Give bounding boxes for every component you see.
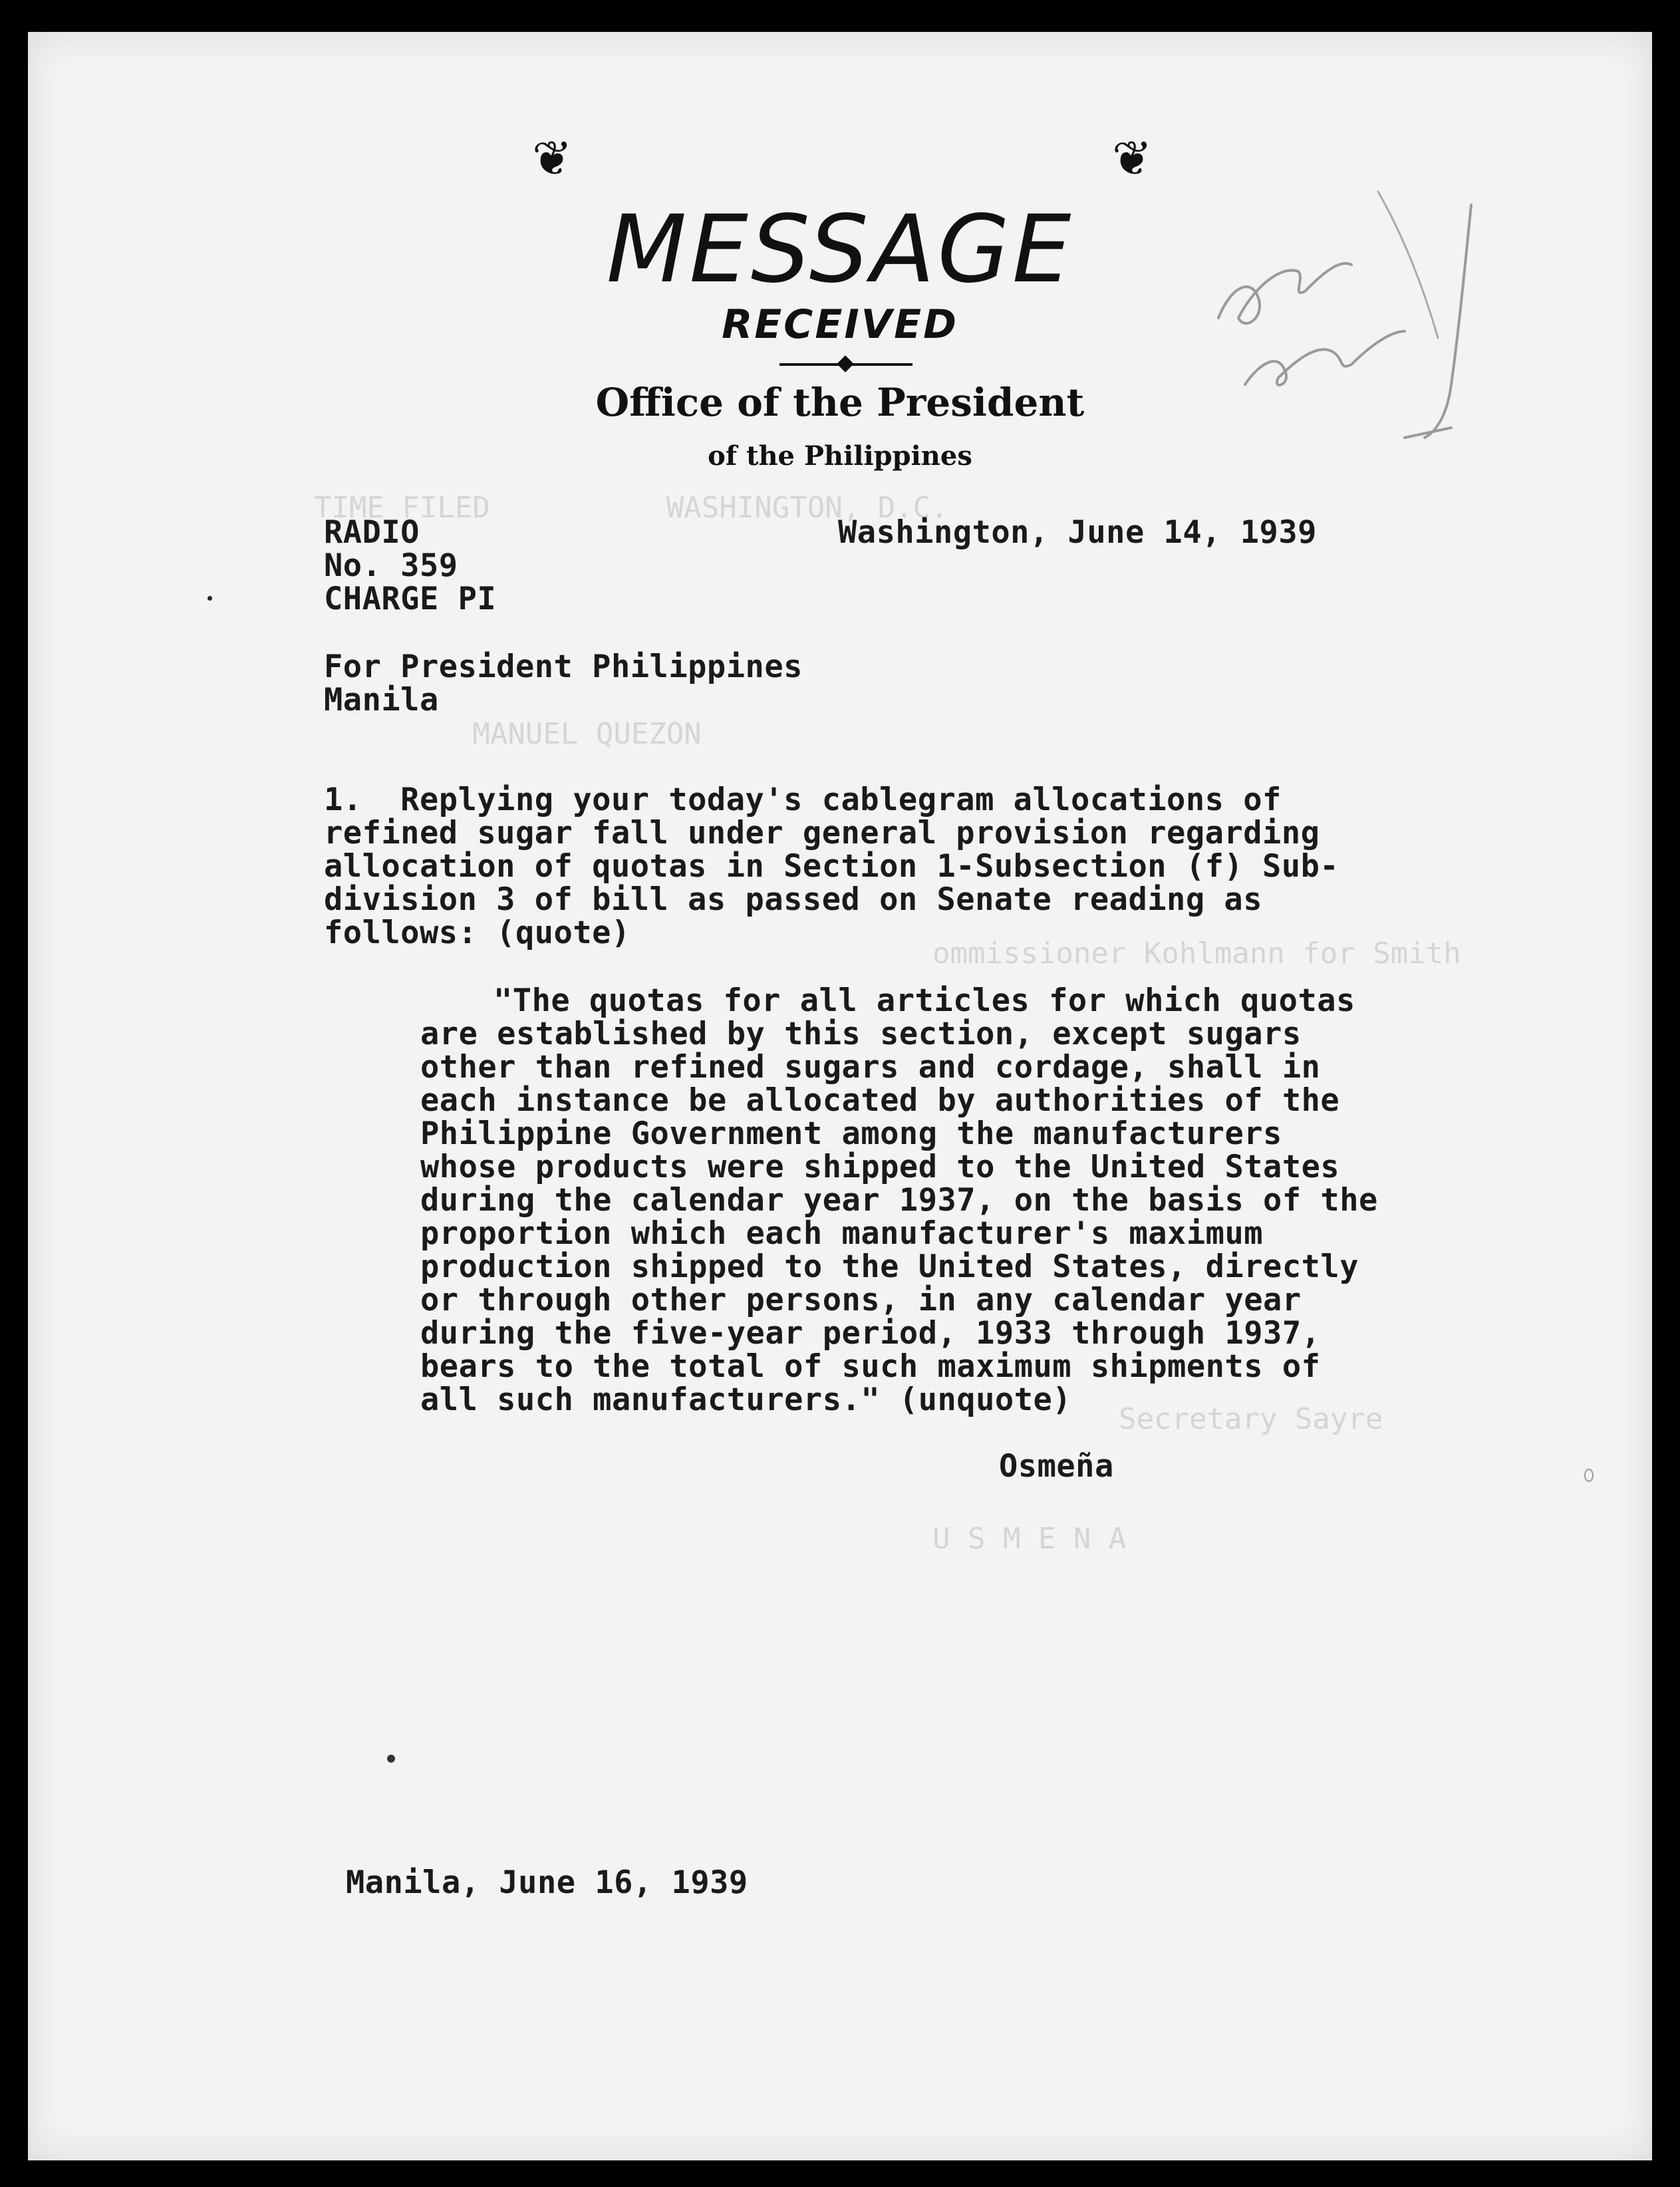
quote-line: production shipped to the United States, directly [420,1248,1359,1285]
addressee-line-2: Manila [324,682,439,718]
quote-line: all such manufacturers." (unquote) [420,1382,1072,1418]
quote-line: other than refined sugars and cordage, shall in [420,1049,1321,1086]
right-ornament-icon: ❦ [1112,130,1153,186]
letterhead-country: of the Philippines [708,440,972,472]
radio-label: RADIO [324,514,420,551]
paragraph-line: allocation of quotas in Section 1-Subsection (f) Sub- [324,848,1339,885]
quote-line: or through other persons, in any calendar year [420,1282,1302,1318]
document-page [28,32,1652,2160]
left-ornament-icon: ❦ [532,130,573,186]
letterhead-subtitle: RECEIVED [722,301,958,348]
addressee-line-1: For President Philippines [324,649,803,685]
message-number: No. 359 [324,547,458,584]
received-dateline: Manila, June 16, 1939 [346,1864,748,1901]
quote-line: each instance be allocated by authorities of the [420,1082,1340,1119]
quote-line: are established by this section, except sugars [420,1016,1302,1052]
quote-line: "The quotas for all articles for which quotas [493,982,1355,1019]
quote-line: Philippine Government among the manufacturers [420,1115,1282,1152]
quote-line: during the five-year period, 1933 through 1937, [420,1315,1321,1352]
dateline: Washington, June 14, 1939 [838,514,1317,551]
paragraph-line: 1. Replying your today's cablegram allocations of [324,782,1282,818]
ghost-text: TIME FILED WASHINGTON, D.C. [314,491,948,525]
handwritten-note-icon [1205,165,1484,458]
charge-label: CHARGE PI [324,581,497,617]
letterhead-title: MESSAGE [606,196,1074,304]
ghost-text: ommissioner Kohlmann for Smith [932,937,1461,970]
quote-line: during the calendar year 1937, on the basis of the [420,1182,1378,1219]
ghost-text: MANUEL QUEZON [314,717,702,751]
paragraph-line: follows: (quote) [324,915,630,951]
speck [208,596,212,601]
ghost-text: U S M E N A [932,1522,1127,1556]
paragraph-line: refined sugar fall under general provision regarding [324,815,1320,851]
quote-line: whose products were shipped to the United States [420,1149,1340,1185]
letterhead-office: Office of the President [595,380,1085,425]
signature: Osmeña [999,1448,1114,1485]
speck [387,1755,395,1763]
quote-line: bears to the total of such maximum shipments of [420,1348,1321,1385]
ghost-text: Secretary Sayre [1119,1402,1383,1436]
paragraph-line: division 3 of bill as passed on Senate reading as [324,881,1263,918]
letterhead-diamond-icon [837,355,853,372]
speck [1584,1469,1594,1482]
quote-line: proportion which each manufacturer's maximum [420,1215,1264,1252]
